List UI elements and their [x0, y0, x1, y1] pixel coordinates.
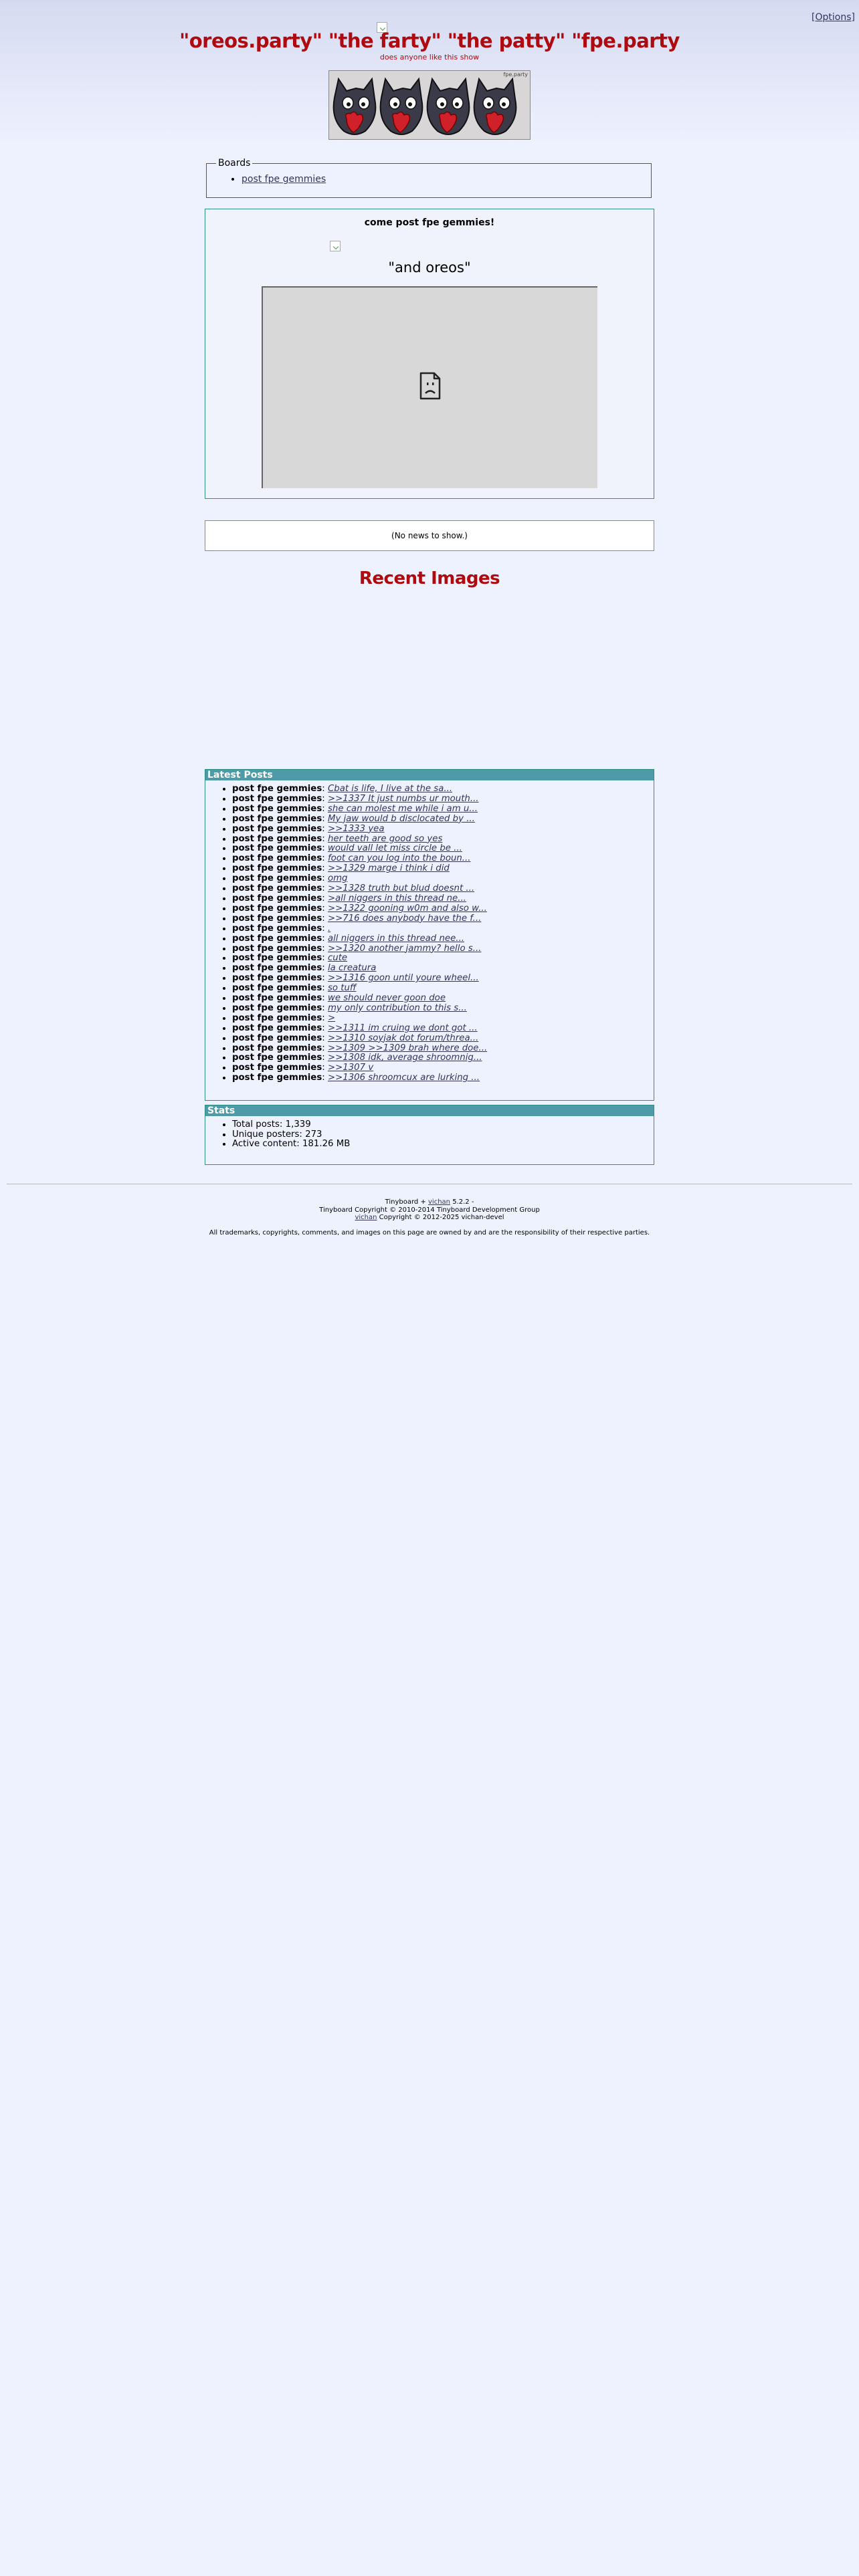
latest-post-board: post fpe gemmies: [232, 823, 322, 834]
latest-post-link[interactable]: la creatura: [327, 963, 377, 974]
stat-unique-posters: • Unique posters: 273: [232, 1130, 350, 1140]
options-link-wrapper: [Options]: [812, 12, 855, 23]
latest-post-item: • post fpe gemmies: >>1337 It just numbs ur mouth...: [232, 794, 487, 804]
sad-file-icon: [418, 372, 442, 400]
latest-post-link[interactable]: so tuff: [327, 983, 357, 994]
footer-text: Copyright © 2012-2025 vichan-devel: [377, 1214, 504, 1221]
welcome-heading: come post fpe gemmies!: [364, 217, 495, 228]
boards-list: [216, 174, 642, 185]
latest-post-item: • post fpe gemmies: >>1308 idk, average shroomnig...: [232, 1053, 487, 1063]
stats-box: [205, 1105, 654, 1165]
latest-post-link[interactable]: >>1309 >>1309 brah where doe...: [327, 1043, 488, 1053]
latest-post-link[interactable]: >>716 does anybody have the f...: [327, 913, 482, 924]
latest-post-item: • post fpe gemmies: we should never goon doe: [232, 994, 487, 1004]
latest-post-link[interactable]: .: [327, 923, 331, 934]
latest-post-link[interactable]: >>1320 another jammy? hello s...: [327, 943, 482, 954]
site-subtitle: does anyone like this show: [379, 53, 480, 62]
latest-post-board: post fpe gemmies: [232, 813, 322, 824]
banner-tag: fpe.party: [503, 72, 528, 78]
latest-post-link[interactable]: My jaw would b disclocated by ...: [327, 813, 475, 824]
latest-post-board: post fpe gemmies: [232, 1002, 322, 1013]
latest-post-link[interactable]: >>1333 yea: [327, 823, 385, 834]
latest-post-link[interactable]: my only contribution to this s...: [327, 1002, 467, 1013]
latest-post-board: post fpe gemmies: [232, 1053, 322, 1063]
latest-post-item: • post fpe gemmies: cute: [232, 954, 487, 964]
latest-posts-list: [205, 784, 487, 1083]
video-embed[interactable]: [262, 286, 597, 488]
latest-post-board: post fpe gemmies: [232, 833, 322, 844]
latest-post-item: • post fpe gemmies: >>1311 im cruing we dont got ...: [232, 1024, 487, 1034]
latest-post-board: post fpe gemmies: [232, 893, 322, 903]
latest-post-board: post fpe gemmies: [232, 913, 322, 924]
latest-posts-title: Latest Posts: [205, 770, 654, 780]
footer-text: Tinyboard +: [385, 1198, 429, 1206]
latest-post-item: • post fpe gemmies: my only contribution to this s...: [232, 1004, 487, 1014]
latest-post-item: • post fpe gemmies: Cbat is life, I live at the sa...: [232, 784, 487, 794]
latest-post-board: post fpe gemmies: [232, 953, 322, 964]
latest-post-item: • post fpe gemmies: >: [232, 1014, 487, 1024]
welcome-quote: "and oreos": [388, 259, 471, 276]
latest-post-board: post fpe gemmies: [232, 784, 322, 794]
latest-post-link[interactable]: >>1311 im cruing we dont got ...: [327, 1023, 478, 1033]
latest-post-link[interactable]: >>1310 soyjak dot forum/threa...: [327, 1033, 479, 1043]
latest-post-link[interactable]: >>1337 It just numbs ur mouth...: [327, 793, 479, 804]
latest-post-item: • post fpe gemmies: >>1307 v: [232, 1063, 487, 1073]
latest-post-link[interactable]: we should never goon doe: [327, 993, 446, 1004]
banner-image: [328, 70, 531, 140]
latest-post-item: • post fpe gemmies: would vall let miss circle be ...: [232, 844, 487, 854]
latest-post-link[interactable]: >>1306 shroomcux are lurking ...: [327, 1073, 480, 1083]
latest-post-item: • post fpe gemmies: la creatura: [232, 964, 487, 974]
footer-line-2: Tinyboard Copyright © 2010-2014 Tinyboard Development Group: [319, 1206, 540, 1214]
stat-active-content: • Active content: 181.26 MB: [232, 1140, 350, 1150]
stats-list: [205, 1120, 350, 1150]
latest-post-board: post fpe gemmies: [232, 803, 322, 814]
footer-trademark: All trademarks, copyrights, comments, and images on this page are owned by and are the responsibility of their respective parties.: [209, 1228, 650, 1237]
latest-post-board: post fpe gemmies: [232, 1023, 322, 1033]
latest-post-item: • post fpe gemmies: >all niggers in this thread ne...: [232, 894, 487, 904]
latest-post-link[interactable]: omg: [327, 873, 348, 884]
footer-line-3: [0, 1214, 859, 1222]
latest-post-board: post fpe gemmies: [232, 1033, 322, 1043]
latest-post-link[interactable]: >all niggers in this thread ne...: [327, 893, 466, 903]
latest-post-item: • post fpe gemmies: >>1310 soyjak dot forum/threa...: [232, 1034, 487, 1044]
latest-post-link[interactable]: >>1307 v: [327, 1063, 374, 1073]
footer-text: 5.2.2 -: [450, 1198, 474, 1206]
recent-images-heading: Recent Images: [359, 568, 500, 588]
latest-post-link[interactable]: >: [327, 1012, 336, 1023]
latest-post-item: • post fpe gemmies: >>1329 marge i think i did: [232, 864, 487, 874]
latest-post-link[interactable]: foot can you log into the boun...: [327, 853, 471, 864]
latest-post-item: • post fpe gemmies: >>1322 gooning w0m and also w...: [232, 904, 487, 914]
latest-post-link[interactable]: she can molest me while i am u...: [327, 803, 478, 814]
latest-post-item: • post fpe gemmies: her teeth are good so yes: [232, 835, 487, 845]
latest-post-link[interactable]: >>1316 goon until youre wheel...: [327, 973, 479, 984]
cat-banner-art: [329, 71, 530, 139]
latest-post-item: • post fpe gemmies: >>1309 >>1309 brah where doe...: [232, 1044, 487, 1054]
latest-post-item: • post fpe gemmies: >>716 does anybody have the f...: [232, 914, 487, 924]
latest-post-link[interactable]: >>1328 truth but blud doesnt ...: [327, 883, 475, 894]
latest-posts-box: [205, 769, 654, 1101]
latest-post-board: post fpe gemmies: [232, 983, 322, 994]
site-title: "oreos.party" "the farty" "the patty" "fpe.party: [179, 29, 680, 52]
latest-post-link[interactable]: her teeth are good so yes: [327, 833, 443, 844]
footer: [0, 1198, 859, 1237]
latest-post-board: post fpe gemmies: [232, 853, 322, 864]
latest-post-board: post fpe gemmies: [232, 973, 322, 984]
latest-post-item: • post fpe gemmies: My jaw would b disclocated by ...: [232, 815, 487, 825]
latest-post-link[interactable]: all niggers in this thread nee...: [327, 933, 464, 944]
vichan-link-2[interactable]: vichan: [355, 1214, 377, 1221]
latest-post-board: post fpe gemmies: [232, 933, 322, 944]
latest-post-board: post fpe gemmies: [232, 963, 322, 974]
latest-post-item: • post fpe gemmies: >>1333 yea: [232, 825, 487, 835]
latest-post-board: post fpe gemmies: [232, 1063, 322, 1073]
latest-post-item: • post fpe gemmies: >>1328 truth but blud doesnt ...: [232, 884, 487, 894]
latest-post-board: post fpe gemmies: [232, 873, 322, 884]
board-link-post-fpe-gemmies[interactable]: post fpe gemmies: [242, 174, 326, 185]
vichan-link[interactable]: vichan: [428, 1198, 451, 1206]
latest-post-link[interactable]: would vall let miss circle be ...: [327, 843, 462, 854]
latest-post-board: post fpe gemmies: [232, 863, 322, 874]
latest-post-board: post fpe gemmies: [232, 793, 322, 804]
news-empty-text: (No news to show.): [391, 531, 468, 540]
welcome-box: [205, 209, 654, 499]
latest-post-item: • post fpe gemmies: so tuff: [232, 984, 487, 994]
stat-total-posts: • Total posts: 1,339: [232, 1120, 350, 1130]
latest-post-item: • post fpe gemmies: all niggers in this thread nee...: [232, 934, 487, 944]
latest-post-board: post fpe gemmies: [232, 1012, 322, 1023]
latest-post-board: post fpe gemmies: [232, 903, 322, 914]
stats-title: Stats: [205, 1105, 654, 1116]
latest-post-item: • post fpe gemmies: she can molest me while i am u...: [232, 804, 487, 815]
news-box: [205, 520, 654, 551]
latest-post-item: • post fpe gemmies: >>1316 goon until youre wheel...: [232, 974, 487, 984]
latest-post-board: post fpe gemmies: [232, 843, 322, 854]
latest-post-link[interactable]: Cbat is life, I live at the sa...: [327, 784, 453, 794]
latest-post-board: post fpe gemmies: [232, 943, 322, 954]
latest-post-item: • post fpe gemmies: >>1320 another jammy? hello s...: [232, 944, 487, 954]
latest-post-board: post fpe gemmies: [232, 993, 322, 1004]
latest-post-board: post fpe gemmies: [232, 1043, 322, 1053]
boards-legend: Boards: [218, 158, 251, 169]
board-item: [242, 174, 642, 185]
latest-post-item: • post fpe gemmies: >>1306 shroomcux are lurking ...: [232, 1073, 487, 1083]
latest-post-link[interactable]: >>1308 idk, average shroomnig...: [327, 1053, 482, 1063]
broken-image-icon: [330, 241, 341, 251]
options-link[interactable]: Options: [815, 12, 852, 23]
footer-line-1: [0, 1198, 859, 1206]
latest-post-link[interactable]: >>1329 marge i think i did: [327, 863, 450, 874]
latest-post-link[interactable]: >>1322 gooning w0m and also w...: [327, 903, 487, 914]
boards-fieldset: [206, 158, 652, 198]
latest-post-board: post fpe gemmies: [232, 883, 322, 894]
latest-post-link[interactable]: cute: [327, 953, 348, 964]
latest-post-board: post fpe gemmies: [232, 923, 322, 934]
latest-post-board: post fpe gemmies: [232, 1073, 322, 1083]
latest-post-item: • post fpe gemmies: omg: [232, 874, 487, 884]
latest-post-item: • post fpe gemmies: foot can you log into the boun...: [232, 854, 487, 864]
latest-post-item: • post fpe gemmies: .: [232, 924, 487, 934]
